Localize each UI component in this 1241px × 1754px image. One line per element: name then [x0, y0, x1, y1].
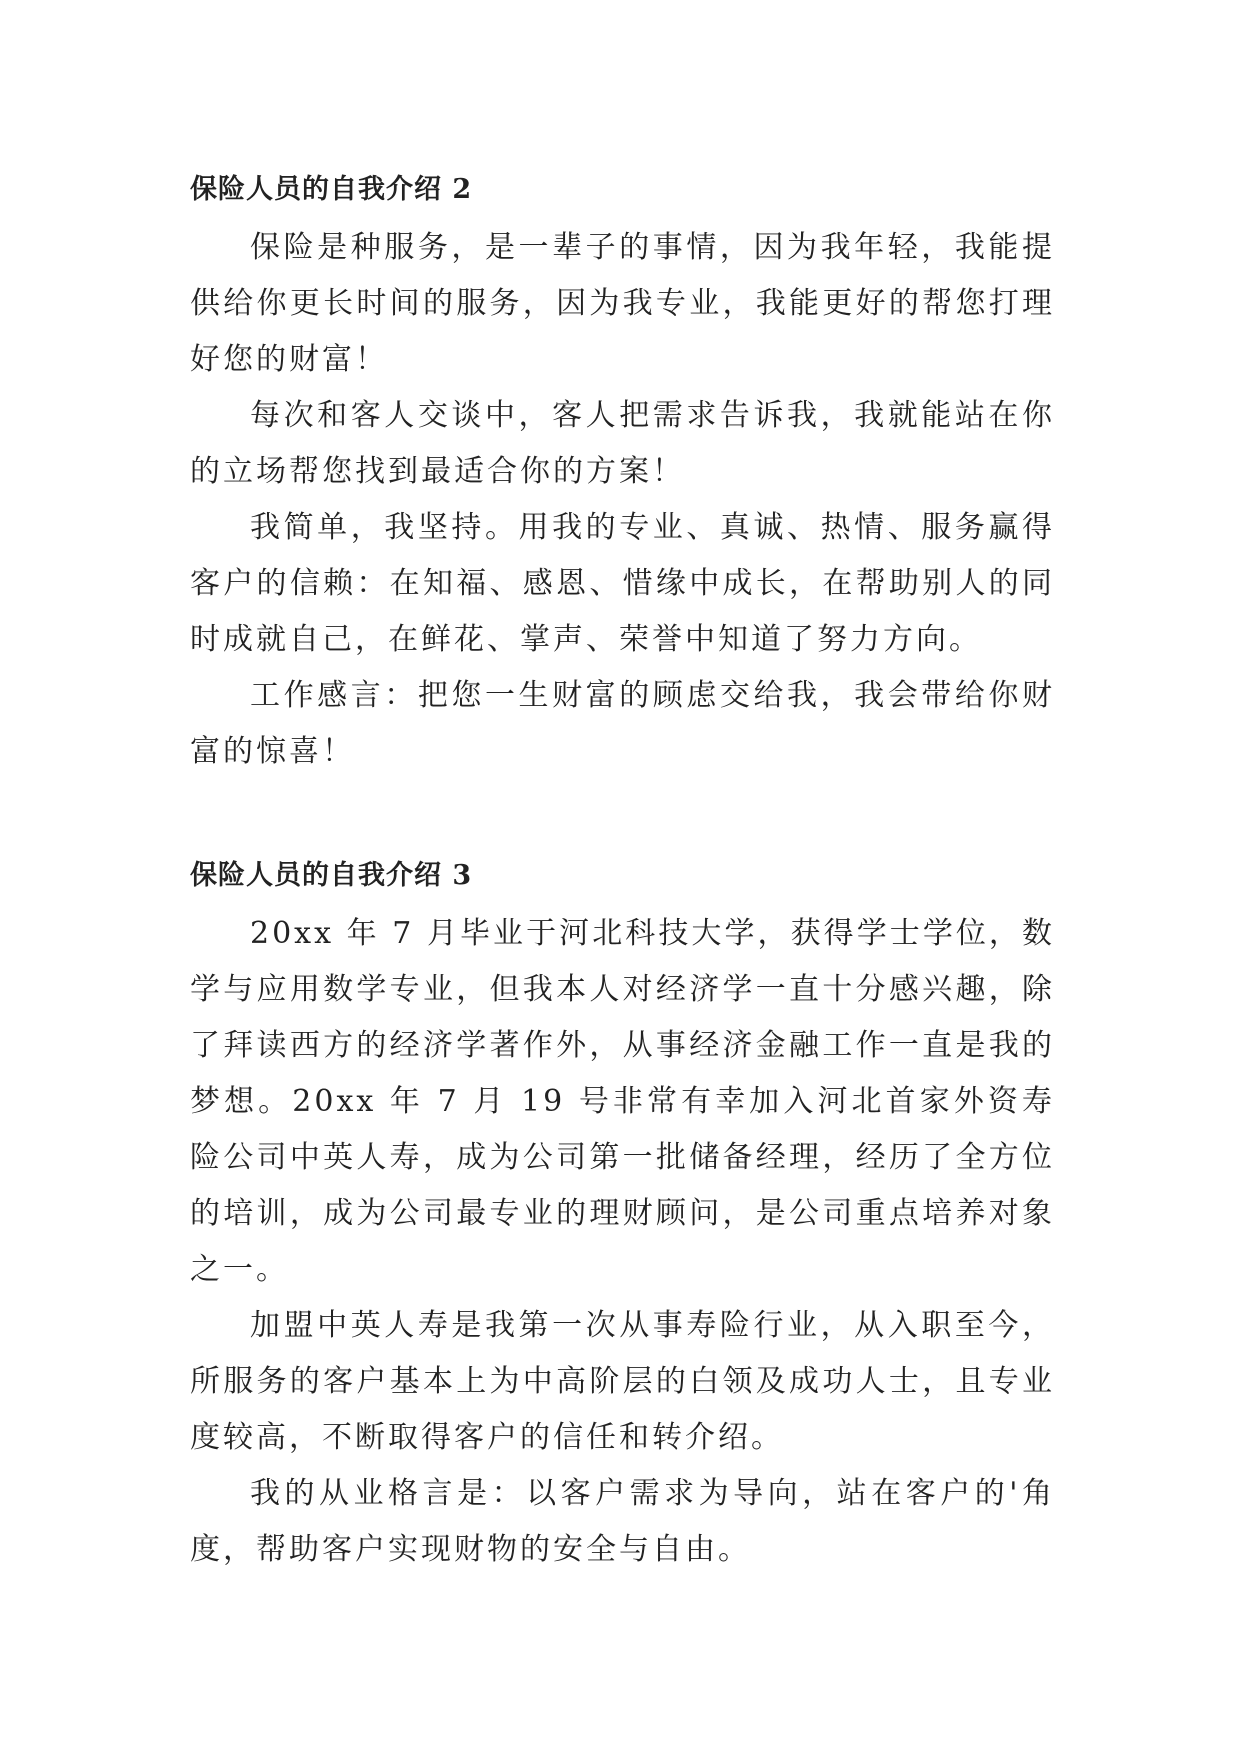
section-2-paragraph: 保险是种服务，是一辈子的事情，因为我年轻，我能提供给你更长时间的服务，因为我专业，我能更好的帮您打理好您的财富！	[190, 230, 1055, 377]
section-3-paragraph: 我的从业格言是：以客户需求为导向，站在客户的'角度，帮助客户实现财物的安全与自由。	[190, 1476, 1055, 1567]
section-2-paragraph: 我简单，我坚持。用我的专业、真诚、热情、服务赢得客户的信赖：在知福、感恩、惜缘中成长，在帮助别人的同时成就自己，在鲜花、掌声、荣誉中知道了努力方向。	[190, 510, 1055, 657]
section-spacer	[190, 780, 1055, 846]
section-3-heading: 保险人员的自我介绍 3	[190, 860, 473, 891]
section-2-heading: 保险人员的自我介绍 2	[190, 174, 473, 205]
section-2-paragraph: 工作感言：把您一生财富的顾虑交给我，我会带给你财富的惊喜！	[190, 678, 1055, 769]
section-2-paragraph: 每次和客人交谈中，客人把需求告诉我，我就能站在你的立场帮您找到最适合你的方案！	[190, 398, 1055, 489]
section-3-paragraph: 20xx 年 7 月毕业于河北科技大学，获得学士学位，数学与应用数学专业，但我本人对经济学一直十分感兴趣，除了拜读西方的经济学著作外，从事经济金融工作一直是我的梦想。20xx 年 7 月 19 号非常有幸加入河北首家外资寿险公司中英人寿，成为公司第一批储备经理，经历了全方位的培训，成为公司最专业的理财顾问，是公司重点培养对象之一。	[190, 916, 1055, 1287]
section-3-paragraph: 加盟中英人寿是我第一次从事寿险行业，从入职至今，所服务的客户基本上为中高阶层的白领及成功人士，且专业度较高，不断取得客户的信任和转介绍。	[190, 1308, 1055, 1455]
document-body	[190, 160, 1055, 1578]
